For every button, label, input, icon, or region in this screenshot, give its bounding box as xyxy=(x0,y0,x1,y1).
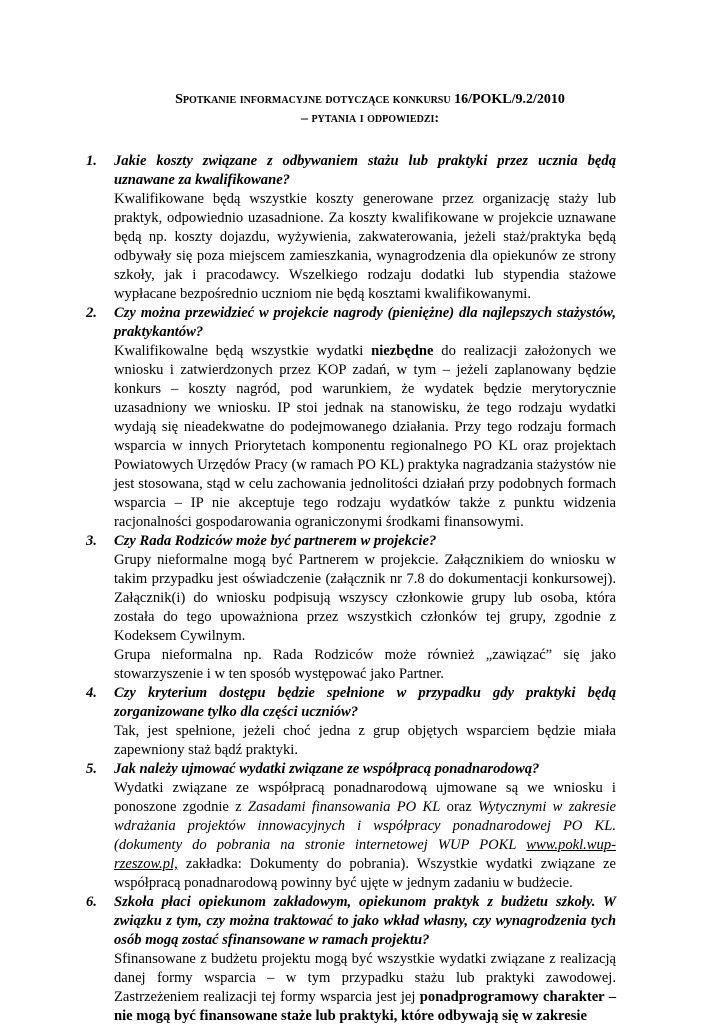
question-text: Czy kryterium dostępu będzie spełnione w przypadku gdy praktyki będą zorganizowane tylko dla części uczniów? xyxy=(114,685,616,720)
question-text: Jakie koszty związane z odbywaniem stażu lub praktyki przez ucznia będą uznawane za kwalifikowane? xyxy=(114,153,616,188)
qa-list xyxy=(86,152,616,1026)
answer-emphasis: niezbędne xyxy=(371,343,434,359)
qa-item-3 xyxy=(86,532,616,684)
heading-line-2: – pytania i odpowiedzi: xyxy=(300,111,440,126)
qa-item-5 xyxy=(86,760,616,893)
answer-segment: Sfinansowane z budżetu projektu mogą być wszystkie wydatki związane z realizacją danej formy wsparcia – w tym przypadku stażu lub praktyki zawodowej. Zastrzeżeniem realizacji tej formy wsparcia jest jej xyxy=(114,951,616,1005)
heading-line-1: Spotkanie informacyjne dotyczące konkursu 16/POKL/9.2/2010 xyxy=(175,92,565,107)
question-text: Czy można przewidzieć w projekcie nagrody (pieniężne) dla najlepszych stażystów, praktykantów? xyxy=(114,305,616,340)
answer-segment: oraz xyxy=(440,799,479,815)
answer-text xyxy=(114,779,616,893)
answer-emphasis: ponadprogramowy charakter – nie mogą być finansowane staże lub praktyki, które odbywają się w zakresie xyxy=(114,989,617,1024)
qa-item-1 xyxy=(86,152,616,304)
document-heading xyxy=(80,90,660,128)
answer-text xyxy=(114,342,616,532)
answer-text: Tak, jest spełnione, jeżeli choć jedna z grup objętych wsparciem będzie miała zapewniony staż bądź praktyki. xyxy=(114,723,616,758)
answer-text: Grupy nieformalne mogą być Partnerem w projekcie. Załącznikiem do wniosku w takim przypadku jest oświadczenie (załącznik nr 7.8 do dokumentacji konkursowej). Załącznik(i) do wniosku podpisują wszyscy członkowie grupy lub osoba, która została do tego upoważniona przez wszystkich członków tej grupy, zgodnie z Kodeksem Cywilnym. xyxy=(114,552,616,644)
question-text: Szkoła płaci opiekunom zakładowym, opiekunom praktyk z budżetu szkoły. W związku z tym, czy można traktować to jako wkład własny, czy wynagrodzenia tych osób mogą zostać sfinansowane w ramach projektu? xyxy=(114,894,616,948)
answer-segment: zakładka: Dokumenty do pobrania). Wszystkie wydatki związane ze współpracą ponadnarodową powinny być ujęte w jednym zadaniu w budżecie. xyxy=(114,856,616,891)
qa-item-6 xyxy=(86,893,616,1026)
item-number: 6. xyxy=(86,894,97,910)
item-number: 5. xyxy=(86,761,97,777)
qa-item-2 xyxy=(86,304,616,532)
qa-item-4 xyxy=(86,684,616,760)
item-number: 2. xyxy=(86,305,97,321)
answer-italic: Wytycznymi w zakresie wdrażania projektów innowacyjnych i współpracy ponadnarodowej PO KL.(dokumenty do pobrania na stronie internetowej WUP POKL xyxy=(114,799,616,853)
website-link[interactable]: www.pokl.wup-rzeszow.pl, xyxy=(114,837,616,872)
answer-text xyxy=(114,950,616,1026)
item-number: 3. xyxy=(86,533,97,549)
item-number: 1. xyxy=(86,153,97,169)
answer-segment: Wydatki związane ze współpracą ponadnarodową ujmowane są we wniosku i ponoszone zgodnie z xyxy=(114,780,616,815)
question-text: Jak należy ujmować wydatki związane ze współpracą ponadnarodową? xyxy=(114,761,540,777)
answer-text: Kwalifikowane będą wszystkie koszty generowane przez organizację staży lub praktyk, odpowiednio uzasadnione. Za koszty kwalifikowane w projekcie uznawane będą np. koszty dojazdu, wyżywienia, zakwaterowania, jeżeli staż/praktyka będą odbywały się poza miejscem zamieszkania, wynagrodzenia dla opiekunów ze strony szkoły, jak i pracodawcy. Wszelkiego rodzaju dodatki lub stypendia stażowe wypłacane bezpośrednio uczniom nie będą kosztami kwalifikowanymi. xyxy=(114,191,616,302)
item-number: 4. xyxy=(86,685,97,701)
answer-italic: Zasadami finansowania PO KL xyxy=(247,799,441,815)
answer-segment: Kwalifikowalne będą wszystkie wydatki xyxy=(114,343,372,359)
answer-segment: do realizacji założonych we wniosku i zatwierdzonych przez KOP zadań, w tym – jeżeli zaplanowany będzie konkurs – koszty nagród, pod warunkiem, że wydatek będzie merytorycznie uzasadniony we wniosku. IP stoi jednak na stanowisku, że tego rodzaju wydatki wydają się nieadekwatne do podejmowanego działania. Przy tego rodzaju formach wsparcia w innych Priorytetach komponentu regionalnego PO KL oraz projektach Powiatowych Urzędów Pracy (w ramach PO KL) praktyka nagradzania stażystów nie jest stosowana, stąd w celu zachowania jednolitości działań przy podobnych formach wsparcia – IP nie akceptuje tego rodzaju wydatków także z punktu widzenia racjonalności gospodarowania ograniczonymi środkami finansowymi. xyxy=(114,343,617,530)
question-text: Czy Rada Rodziców może być partnerem w projekcie? xyxy=(114,533,437,549)
answer-text-continued: Grupa nieformalna np. Rada Rodziców może również „zawiązać” się jako stowarzyszenie i w ten sposób występować jako Partner. xyxy=(114,647,616,682)
